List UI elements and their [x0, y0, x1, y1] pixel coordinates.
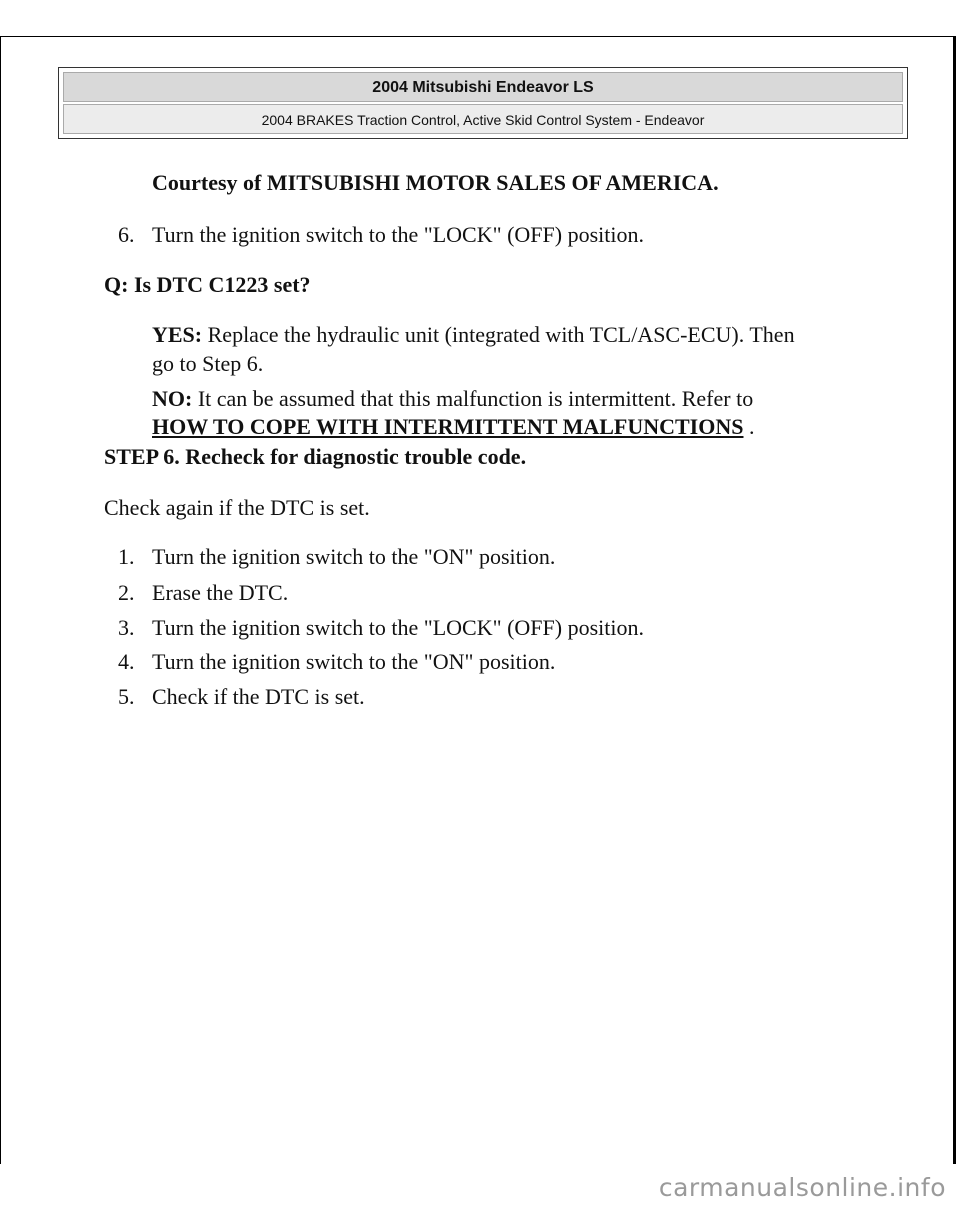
- yes-label: YES:: [152, 322, 203, 347]
- document-header: [58, 67, 908, 139]
- step-text: Erase the DTC.: [152, 580, 289, 605]
- step-text: Turn the ignition switch to the "LOCK" (OFF) position.: [152, 615, 645, 640]
- no-reference: [152, 413, 754, 441]
- step-number: 2.: [118, 580, 135, 605]
- site-watermark: carmanualsonline.info: [658, 1173, 946, 1202]
- header-subtitle: 2004 BRAKES Traction Control, Active Skid Control System - Endeavor: [63, 104, 903, 134]
- intro-text: Check again if the DTC is set.: [104, 495, 370, 520]
- question-heading: Q: Is DTC C1223 set?: [104, 272, 311, 297]
- no-link-suffix: .: [748, 414, 755, 439]
- step-number: 3.: [118, 615, 135, 640]
- yes-text-continued: go to Step 6.: [152, 351, 264, 376]
- step-text: Turn the ignition switch to the "ON" position.: [152, 544, 556, 569]
- page-frame: [0, 36, 956, 1164]
- step-text: Turn the ignition switch to the "ON" position.: [152, 649, 556, 674]
- courtesy-caption: Courtesy of MITSUBISHI MOTOR SALES OF AMERICA.: [152, 170, 719, 195]
- header-title: 2004 Mitsubishi Endeavor LS: [63, 72, 903, 102]
- intermittent-malfunctions-link[interactable]: HOW TO COPE WITH INTERMITTENT MALFUNCTIONS: [152, 414, 744, 439]
- step-number: 4.: [118, 649, 135, 674]
- step6-number: 6.: [118, 222, 135, 247]
- no-text: It can be assumed that this malfunction is intermittent. Refer to: [197, 386, 754, 411]
- step-number: 1.: [118, 544, 135, 569]
- step-number: 5.: [118, 684, 135, 709]
- step-heading: STEP 6. Recheck for diagnostic trouble code.: [104, 444, 527, 469]
- step-text: Check if the DTC is set.: [152, 684, 365, 709]
- yes-text: Replace the hydraulic unit (integrated with TCL/ASC-ECU). Then: [207, 322, 795, 347]
- no-answer: [152, 385, 753, 413]
- no-label: NO:: [152, 386, 193, 411]
- yes-answer: [152, 321, 795, 349]
- step6-text: Turn the ignition switch to the "LOCK" (OFF) position.: [152, 222, 645, 247]
